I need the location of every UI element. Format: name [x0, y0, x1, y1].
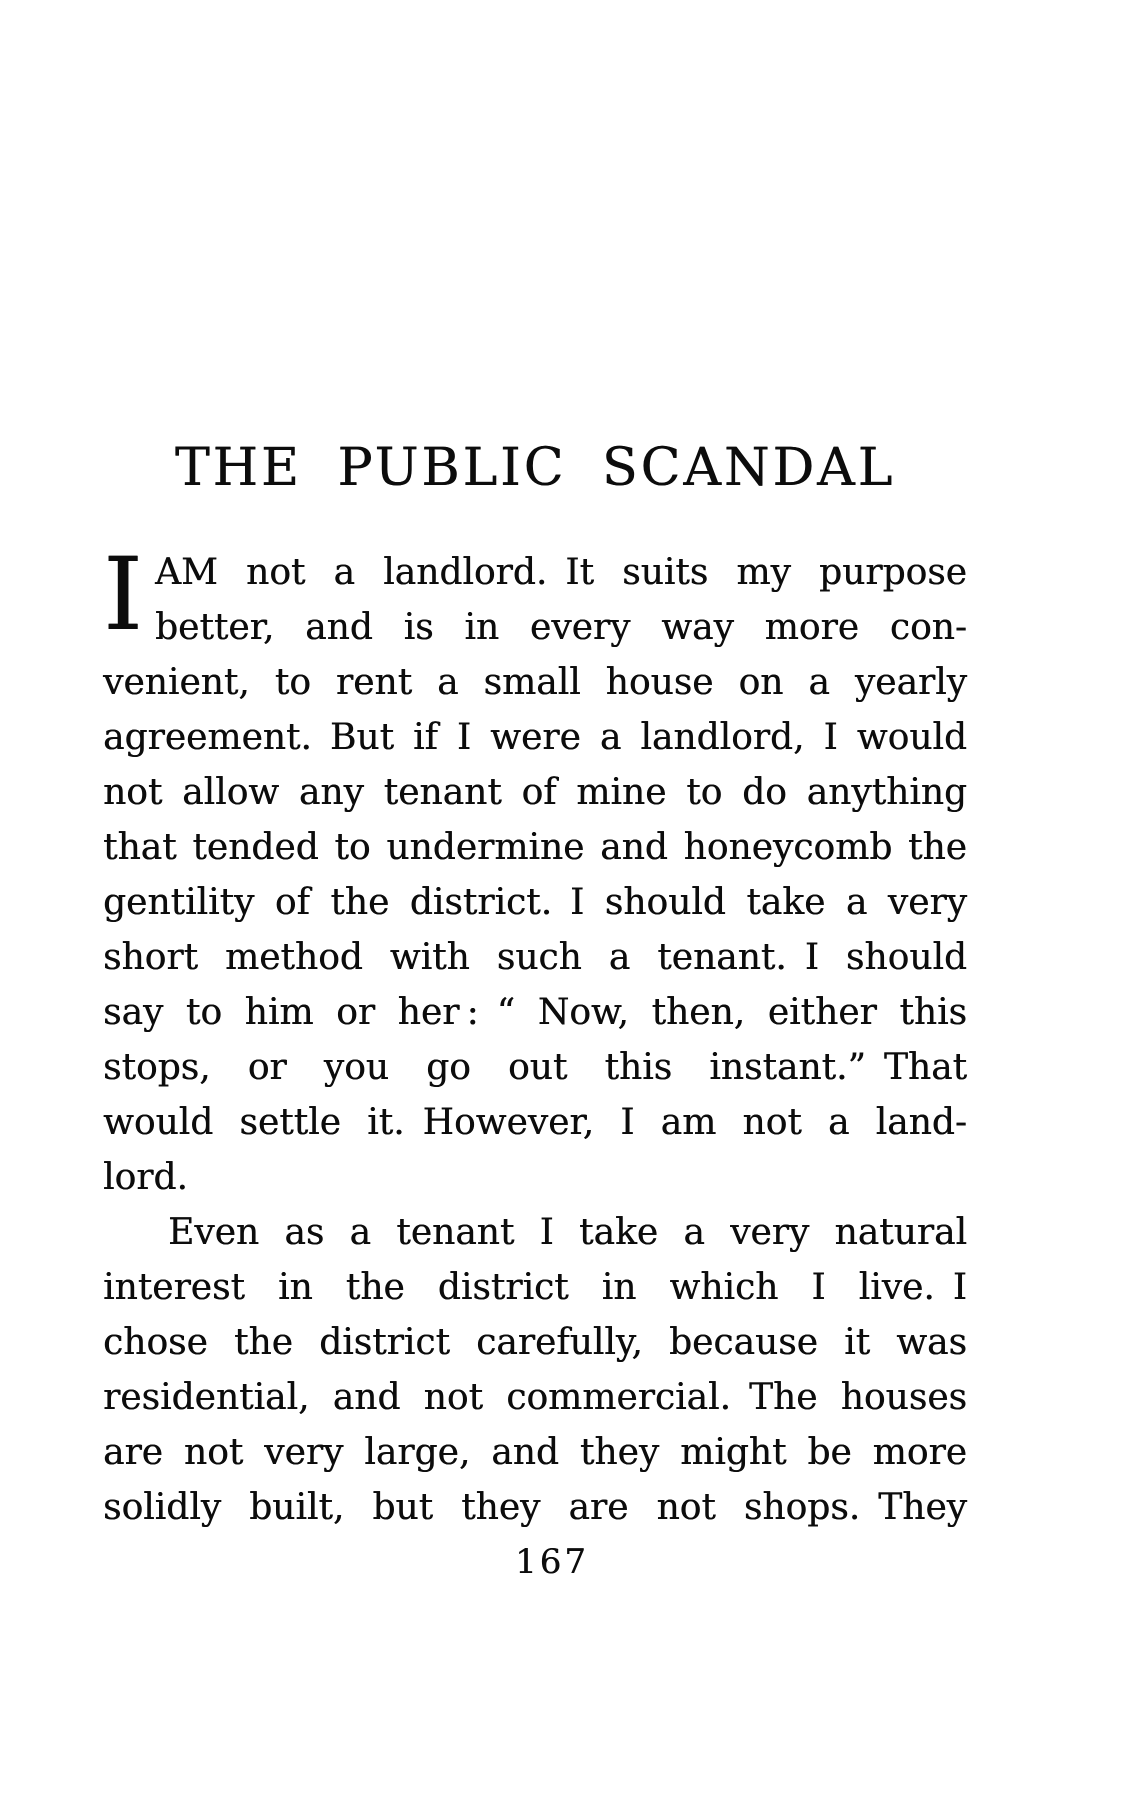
text-line: not allow any tenant of mine to do anything: [103, 772, 967, 813]
text-line: stops, or you go out this instant.” That: [103, 1047, 967, 1088]
text-line: are not very large, and they might be more: [103, 1432, 967, 1473]
text-line: Even as a tenant I take a very natural: [168, 1212, 967, 1253]
text-line: short method with such a tenant. I should: [103, 937, 967, 978]
body-text: [103, 536, 967, 1535]
text-line: venient, to rent a small house on a yearly: [103, 662, 967, 703]
text-line: gentility of the district. I should take a very: [103, 882, 967, 923]
text-line: residential, and not commercial. The houses: [103, 1377, 967, 1418]
paragraph-1-opening-lines: [155, 545, 967, 655]
text-line: solidly built, but they are not shops. They: [103, 1487, 967, 1528]
text-line: that tended to undermine and honeycomb the: [103, 827, 967, 868]
text-line: AM not a landlord. It suits my purpose: [155, 552, 967, 593]
text-line: chose the district carefully, because it was: [103, 1322, 967, 1363]
text-line: lord.: [103, 1157, 188, 1198]
chapter-title: THE PUBLIC SCANDAL: [174, 438, 896, 498]
text-line: better, and is in every way more con-: [155, 607, 967, 648]
text-line: would settle it. However, I am not a land-: [103, 1102, 967, 1143]
text-line: agreement. But if I were a landlord, I would: [103, 717, 967, 758]
text-line: say to him or her : “ Now, then, either this: [103, 992, 967, 1033]
drop-cap: I: [103, 536, 143, 653]
text-line: interest in the district in which I live. I: [103, 1267, 967, 1308]
page-number: 167: [515, 1542, 589, 1582]
